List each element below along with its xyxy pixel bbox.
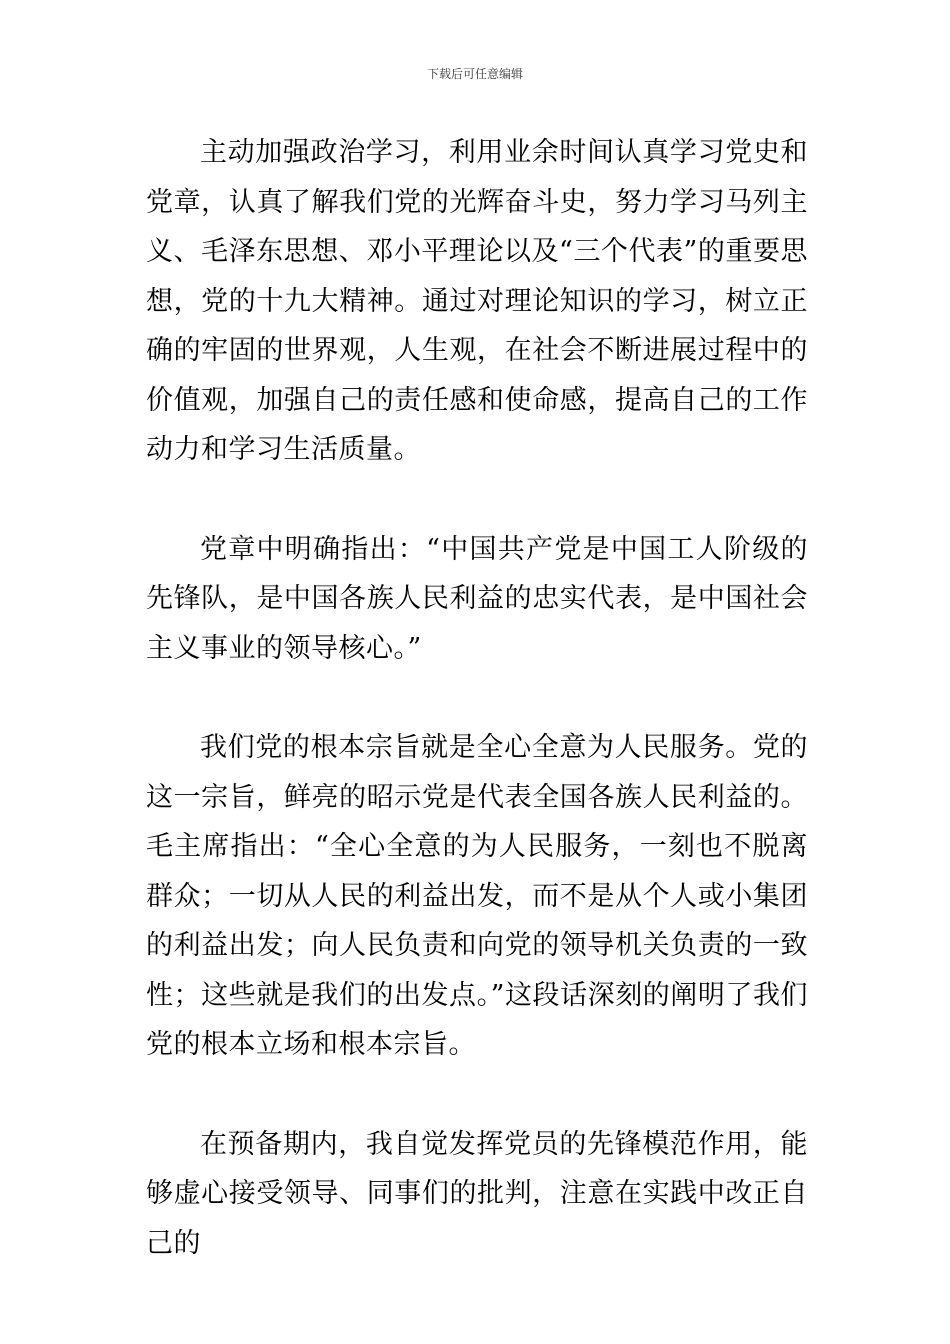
paragraph-party-purpose: 我们党的根本宗旨就是全心全意为人民服务。党的这一宗旨，鲜亮的昭示党是代表全国各族人民利益的。毛主席指出：“全心全意的为人民服务，一刻也不脱离群众；一切从人民的利益出发，而不是从个人或小集团的利益出发；向人民负责和向党的领导机关负责的一致性；这些就是我们的出发点。”这段话深刻的阐明了我们党的根本立场和根本宗旨。 [146,732,808,1060]
document-body [146,128,808,1268]
paragraph-party-constitution: 党章中明确指出：“中国共产党是中国工人阶级的先锋队，是中国各族人民利益的忠实代表，是中国社会主义事业的领导核心。” [146,533,808,664]
page-header: 下载后可任意编辑 [426,67,523,81]
paragraph-political-study: 主动加强政治学习，利用业余时间认真学习党史和党章，认真了解我们党的光辉奋斗史，努力学习马列主义、毛泽东思想、邓小平理论以及“三个代表”的重要思想，党的十九大精神。通过对理论知识的学习，树立正确的牢固的世界观，人生观，在社会不断进展过程中的价值观，加强自己的责任感和使命感，提高自己的工作动力和学习生活质量。 [146,137,808,465]
paragraph-gap [146,673,808,723]
paragraph-gap [146,475,808,525]
paragraph-probation-period: 在预备期内，我自觉发挥党员的先锋模范作用，能够虚心接受领导、同事们的批判，注意在实践中改正自己的 [146,1128,808,1259]
paragraph-gap [146,1070,808,1120]
